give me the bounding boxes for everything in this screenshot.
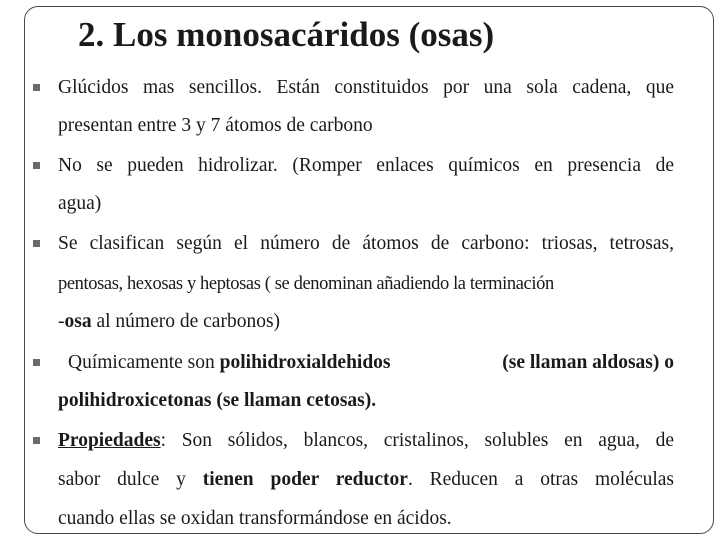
item-3-osa-bold: osa (64, 311, 92, 332)
item-5-propiedades: Propiedades (58, 430, 161, 451)
item-3-line-3-rest: al número de carbonos) (91, 311, 281, 332)
bullet-5 (33, 437, 40, 444)
item-4-polihidroxialdehidos: polihidroxialdehidos (219, 352, 391, 373)
item-4-text-a: Químicamente son (68, 352, 220, 373)
bullet-2 (33, 162, 40, 169)
item-5-poder-reductor: tienen poder reductor (202, 469, 408, 490)
item-4-line-2: polihidroxicetonas (se llaman cetosas). (58, 390, 377, 411)
item-3-line-3 (58, 310, 674, 334)
item-1-line-2: presentan entre 3 y 7 átomos de carbono (58, 115, 373, 136)
item-4-aldosas-note: (se llaman aldosas) o (502, 352, 674, 373)
item-5-line-2-a: sabor dulce y (58, 469, 203, 490)
item-2-line-2: agua) (58, 193, 102, 214)
bullet-1 (33, 84, 40, 91)
bullet-4 (33, 359, 40, 366)
item-5-line-3: cuando ellas se oxidan transformándose en ácidos. (58, 508, 452, 529)
item-3-line-1: Se clasifican según el número de átomos de carbono: triosas, tetrosas, (58, 233, 674, 254)
item-3-line-3-prefix: - (58, 311, 65, 332)
item-5-line-1 (58, 429, 674, 453)
item-5-line-1-rest: : Son sólidos, blancos, cristalinos, solubles en agua, de (160, 430, 674, 451)
item-5-line-2-c: . Reducen a otras moléculas (407, 469, 675, 490)
item-4-line-1 (68, 351, 674, 375)
slide-title: 2. Los monosacáridos (osas) (78, 15, 495, 54)
item-2-line-1: No se pueden hidrolizar. (Romper enlaces químicos en presencia de (58, 155, 674, 176)
bullet-3 (33, 240, 40, 247)
item-3-line-2: pentosas, hexosas y heptosas ( se denominan añadiendo la terminación (58, 274, 554, 294)
item-1-line-1: Glúcidos mas sencillos. Están constituidos por una sola cadena, que (58, 77, 674, 98)
item-5-line-2 (58, 468, 674, 492)
